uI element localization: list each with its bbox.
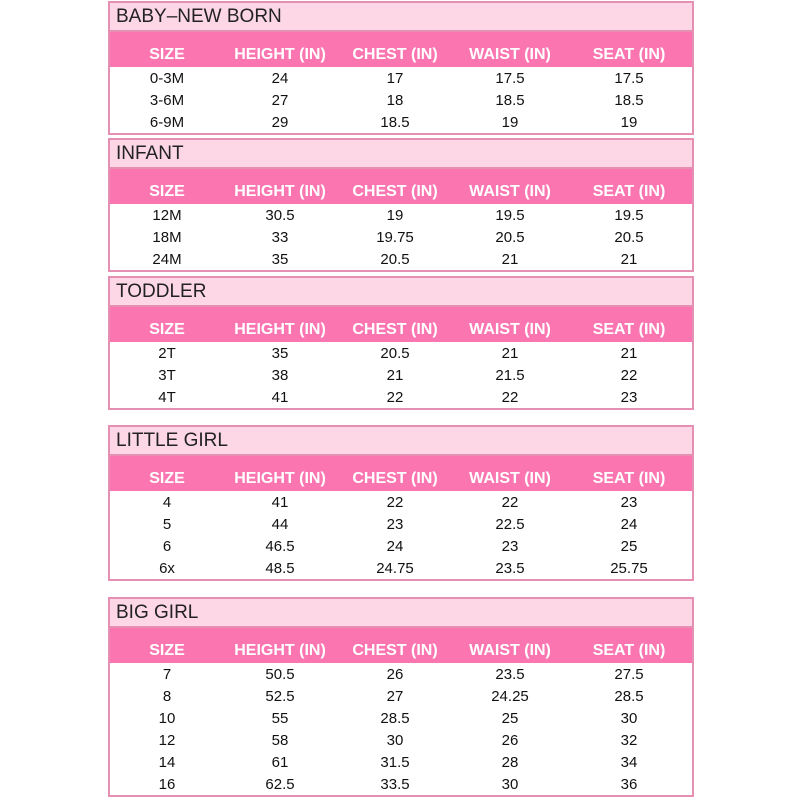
cell-chest: 33.5: [380, 775, 410, 793]
table-title: TODDLER: [110, 278, 692, 307]
cell-size: 5: [162, 515, 172, 533]
cell-seat: 27.5: [614, 665, 644, 683]
table-title: INFANT: [110, 140, 692, 169]
cell-height: 58: [271, 731, 289, 749]
cell-height: 41: [271, 493, 289, 511]
cell-size: 18M: [152, 228, 182, 246]
cell-waist: 23: [501, 537, 519, 555]
cell-size: 14: [158, 753, 176, 771]
cell-size: 3-6M: [149, 91, 185, 109]
cell-seat: 28.5: [614, 687, 644, 705]
cell-waist: 19.5: [495, 206, 525, 224]
header-height: HEIGHT (IN): [234, 642, 326, 659]
cell-seat: 25: [620, 537, 638, 555]
header-size: SIZE: [149, 642, 185, 659]
table-row: [110, 364, 692, 386]
cell-chest: 17: [386, 69, 404, 87]
table-title: BIG GIRL: [110, 599, 692, 628]
cell-height: 24: [271, 69, 289, 87]
cell-height: 52.5: [265, 687, 295, 705]
cell-chest: 19: [386, 206, 404, 224]
cell-height: 30.5: [265, 206, 295, 224]
cell-size: 6: [162, 537, 172, 555]
cell-size: 6x: [159, 559, 175, 577]
cell-seat: 23: [620, 388, 638, 406]
table-row: [110, 557, 692, 579]
cell-chest: 20.5: [380, 250, 410, 268]
cell-height: 27: [271, 91, 289, 109]
cell-seat: 36: [620, 775, 638, 793]
cell-size: 8: [162, 687, 172, 705]
header-chest: CHEST (IN): [352, 470, 438, 487]
cell-chest: 26: [386, 665, 404, 683]
cell-seat: 34: [620, 753, 638, 771]
header-size: SIZE: [149, 321, 185, 338]
cell-waist: 22: [501, 493, 519, 511]
size-table-baby-new-born: [108, 1, 694, 135]
cell-height: 38: [271, 366, 289, 384]
table-row: [110, 663, 692, 685]
header-chest: CHEST (IN): [352, 321, 438, 338]
cell-seat: 24: [620, 515, 638, 533]
header-row: [110, 169, 692, 204]
cell-waist: 22: [501, 388, 519, 406]
cell-seat: 22: [620, 366, 638, 384]
header-height: HEIGHT (IN): [234, 46, 326, 63]
table-row: [110, 685, 692, 707]
header-height: HEIGHT (IN): [234, 470, 326, 487]
table-row: [110, 204, 692, 226]
cell-chest: 31.5: [380, 753, 410, 771]
table-row: [110, 491, 692, 513]
cell-height: 55: [271, 709, 289, 727]
cell-seat: 19.5: [614, 206, 644, 224]
table-row: [110, 67, 692, 89]
header-waist: WAIST (IN): [469, 321, 551, 338]
cell-height: 62.5: [265, 775, 295, 793]
cell-chest: 24: [386, 537, 404, 555]
table-row: [110, 248, 692, 270]
size-table-toddler: [108, 276, 694, 410]
header-chest: CHEST (IN): [352, 46, 438, 63]
cell-chest: 24.75: [376, 559, 414, 577]
header-chest: CHEST (IN): [352, 183, 438, 200]
cell-height: 48.5: [265, 559, 295, 577]
cell-size: 3T: [158, 366, 176, 384]
size-table-little-girl: [108, 425, 694, 581]
cell-size: 6-9M: [149, 113, 185, 131]
cell-seat: 23: [620, 493, 638, 511]
header-row: [110, 628, 692, 663]
table-row: [110, 535, 692, 557]
cell-height: 44: [271, 515, 289, 533]
cell-waist: 21: [501, 250, 519, 268]
table-row: [110, 773, 692, 795]
cell-chest: 18: [386, 91, 404, 109]
cell-height: 50.5: [265, 665, 295, 683]
header-waist: WAIST (IN): [469, 470, 551, 487]
cell-size: 10: [158, 709, 176, 727]
cell-height: 33: [271, 228, 289, 246]
header-waist: WAIST (IN): [469, 46, 551, 63]
cell-chest: 20.5: [380, 344, 410, 362]
cell-size: 0-3M: [149, 69, 185, 87]
table-row: [110, 751, 692, 773]
table-title: BABY–NEW BORN: [110, 3, 692, 32]
header-seat: SEAT (IN): [592, 46, 666, 63]
cell-seat: 30: [620, 709, 638, 727]
header-size: SIZE: [149, 46, 185, 63]
table-row: [110, 89, 692, 111]
header-height: HEIGHT (IN): [234, 321, 326, 338]
header-waist: WAIST (IN): [469, 642, 551, 659]
table-row: [110, 707, 692, 729]
cell-chest: 28.5: [380, 709, 410, 727]
cell-chest: 22: [386, 493, 404, 511]
cell-chest: 21: [386, 366, 404, 384]
cell-waist: 30: [501, 775, 519, 793]
cell-waist: 17.5: [495, 69, 525, 87]
header-seat: SEAT (IN): [592, 642, 666, 659]
cell-waist: 21.5: [495, 366, 525, 384]
table-row: [110, 226, 692, 248]
cell-chest: 19.75: [376, 228, 414, 246]
cell-height: 46.5: [265, 537, 295, 555]
cell-size: 16: [158, 775, 176, 793]
cell-waist: 26: [501, 731, 519, 749]
cell-chest: 23: [386, 515, 404, 533]
cell-waist: 22.5: [495, 515, 525, 533]
cell-waist: 23.5: [495, 665, 525, 683]
cell-waist: 25: [501, 709, 519, 727]
cell-waist: 23.5: [495, 559, 525, 577]
table-title: LITTLE GIRL: [110, 427, 692, 456]
cell-waist: 18.5: [495, 91, 525, 109]
cell-seat: 19: [620, 113, 638, 131]
cell-size: 2T: [158, 344, 176, 362]
cell-chest: 30: [386, 731, 404, 749]
cell-height: 61: [271, 753, 289, 771]
header-row: [110, 456, 692, 491]
cell-seat: 32: [620, 731, 638, 749]
table-row: [110, 342, 692, 364]
cell-waist: 19: [501, 113, 519, 131]
cell-height: 29: [271, 113, 289, 131]
cell-seat: 21: [620, 250, 638, 268]
table-row: [110, 111, 692, 133]
cell-seat: 17.5: [614, 69, 644, 87]
cell-chest: 22: [386, 388, 404, 406]
size-table-infant: [108, 138, 694, 272]
cell-size: 12M: [152, 206, 182, 224]
size-table-big-girl: [108, 597, 694, 797]
cell-waist: 20.5: [495, 228, 525, 246]
header-row: [110, 32, 692, 67]
header-seat: SEAT (IN): [592, 321, 666, 338]
cell-waist: 24.25: [491, 687, 529, 705]
cell-seat: 25.75: [610, 559, 648, 577]
cell-seat: 21: [620, 344, 638, 362]
cell-waist: 21: [501, 344, 519, 362]
header-waist: WAIST (IN): [469, 183, 551, 200]
table-row: [110, 386, 692, 408]
cell-size: 4: [162, 493, 172, 511]
header-row: [110, 307, 692, 342]
cell-height: 35: [271, 250, 289, 268]
table-row: [110, 513, 692, 535]
cell-seat: 20.5: [614, 228, 644, 246]
cell-size: 12: [158, 731, 176, 749]
header-size: SIZE: [149, 183, 185, 200]
header-chest: CHEST (IN): [352, 642, 438, 659]
cell-size: 24M: [152, 250, 182, 268]
header-seat: SEAT (IN): [592, 470, 666, 487]
header-height: HEIGHT (IN): [234, 183, 326, 200]
cell-size: 4T: [158, 388, 176, 406]
cell-size: 7: [162, 665, 172, 683]
cell-height: 41: [271, 388, 289, 406]
header-seat: SEAT (IN): [592, 183, 666, 200]
cell-waist: 28: [501, 753, 519, 771]
cell-chest: 18.5: [380, 113, 410, 131]
cell-height: 35: [271, 344, 289, 362]
table-row: [110, 729, 692, 751]
header-size: SIZE: [149, 470, 185, 487]
cell-seat: 18.5: [614, 91, 644, 109]
cell-chest: 27: [386, 687, 404, 705]
